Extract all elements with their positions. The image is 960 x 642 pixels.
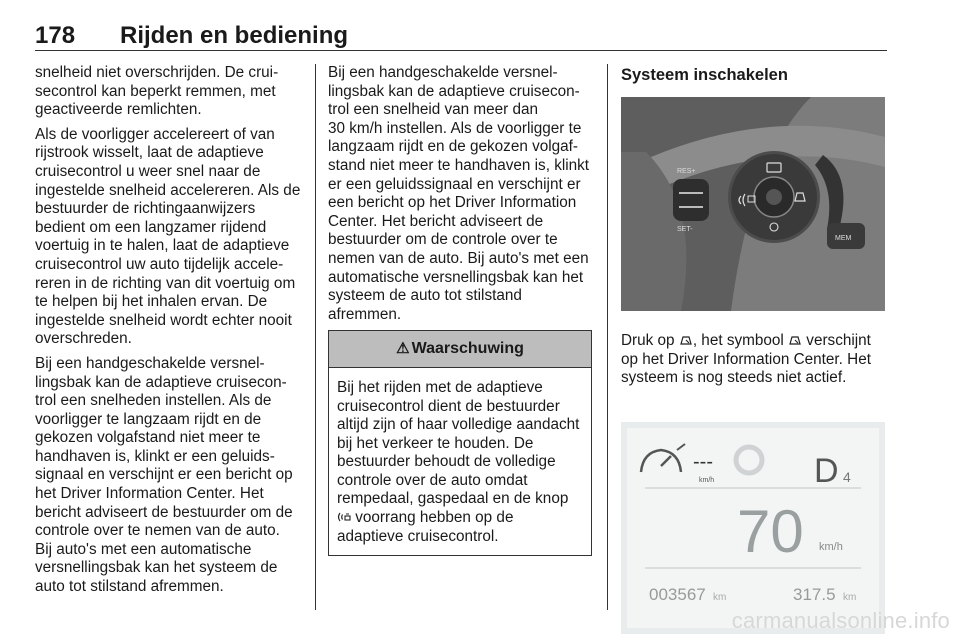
warning-title: Waarschuwing	[411, 340, 524, 358]
paragraph: Als de voorligger accelereert of van rijstrook wisselt, laat de adaptieve cruisecontrol u weer snel naar de ingestelde snelheid accelereren. Als de bestuurder de richtingaanwijzers bedient om een langzamer rijdend voertuig in te halen, laat de adaptieve cruisecontrol uw auto tijdelijk accelereren in de richting van dit voertuig om te helpen bij het inhalen ervan. De ingestelde snelheid wordt echter nooit overschreden.	[35, 125, 301, 348]
watermark: carmanualsonline.info	[731, 608, 950, 633]
subsection-heading: Systeem inschakelen	[621, 66, 788, 84]
res-label: RES+	[677, 167, 696, 175]
trip-value: 317.5	[793, 584, 836, 604]
set-label: SET-	[677, 225, 693, 233]
speed-value: 70	[737, 497, 804, 565]
page-number: 178	[35, 22, 76, 49]
paragraph: Druk op , het symbool verschijnt op het Driver Information Center. Het systeem is nog steeds niet actief.	[621, 332, 871, 387]
odometer-value: 003567	[649, 584, 706, 604]
distance-button-icon	[337, 511, 351, 523]
set-speed-unit: km/h	[699, 476, 715, 484]
steering-wheel-controls-image	[621, 97, 885, 311]
column-divider-1	[315, 64, 316, 610]
warning-triangle-icon: ⚠	[396, 340, 410, 358]
trip-unit: km	[843, 591, 857, 603]
warning-body	[329, 368, 591, 555]
gear-number: 4	[843, 468, 851, 485]
warning-header	[329, 331, 591, 368]
column-3	[621, 64, 887, 640]
adaptive-cruise-icon	[788, 334, 802, 346]
header-rule	[35, 50, 887, 51]
column-1	[35, 64, 301, 603]
speed-unit: km/h	[819, 540, 843, 553]
column-divider-2	[607, 64, 608, 610]
section-title: Rijden en bediening	[120, 22, 349, 49]
gear-letter: D	[814, 451, 839, 490]
warning-box	[328, 330, 592, 556]
paragraph: Bij een handgeschakelde versnellingsbak kan de adaptieve cruisecontrol een snelheid van meer dan 30 km/h instellen. Als de voorligger te langzaam rijdt en de gekozen volgafstand niet meer te handhaven is, klinkt er een geluidssignaal en verschijnt er een bericht op het Driver Information Center. Het bericht adviseert de bestuurder om de controle over te nemen van de auto. Bij auto's met een automatische versnellingsbak kan het systeem de auto tot stilstand afremmen.	[328, 64, 590, 323]
paragraph: Bij een handgeschakelde versnellingsbak kan de adaptieve cruisecontrol een snelheden instellen. Als de voorligger te langzaam rijdt en de gekozen volgafstand niet meer te handhaven is, klinkt er een geluidssignaal en verschijnt er een bericht op het Driver Information Center. Het bericht adviseert de bestuurder om de controle over te nemen van de auto. Bij auto's met een automatische versnellingsbak kan het systeem de auto tot stilstand afremmen.	[35, 354, 293, 596]
paragraph: snelheid niet overschrijden. De cruisecontrol kan beperkt remmen, met geactiveerde remlichten.	[35, 64, 279, 119]
page-header	[35, 22, 887, 52]
odometer-unit: km	[713, 591, 727, 603]
driver-information-center-image	[621, 422, 885, 634]
warning-text: Bij het rijden met de adaptieve cruisecontrol dient de bestuurder altijd zijn of haar volledige aandacht bij het verkeer te houden. De bestuurder behoudt de volledige controle over de auto omdat rempedaal, gaspedaal en de knop voorrang hebben op de adaptieve cruisecontrol.	[337, 378, 580, 545]
column-2	[328, 64, 592, 556]
adaptive-cruise-icon	[679, 334, 693, 346]
set-speed-value: ---	[693, 450, 713, 473]
mem-label: MEM	[835, 234, 852, 242]
